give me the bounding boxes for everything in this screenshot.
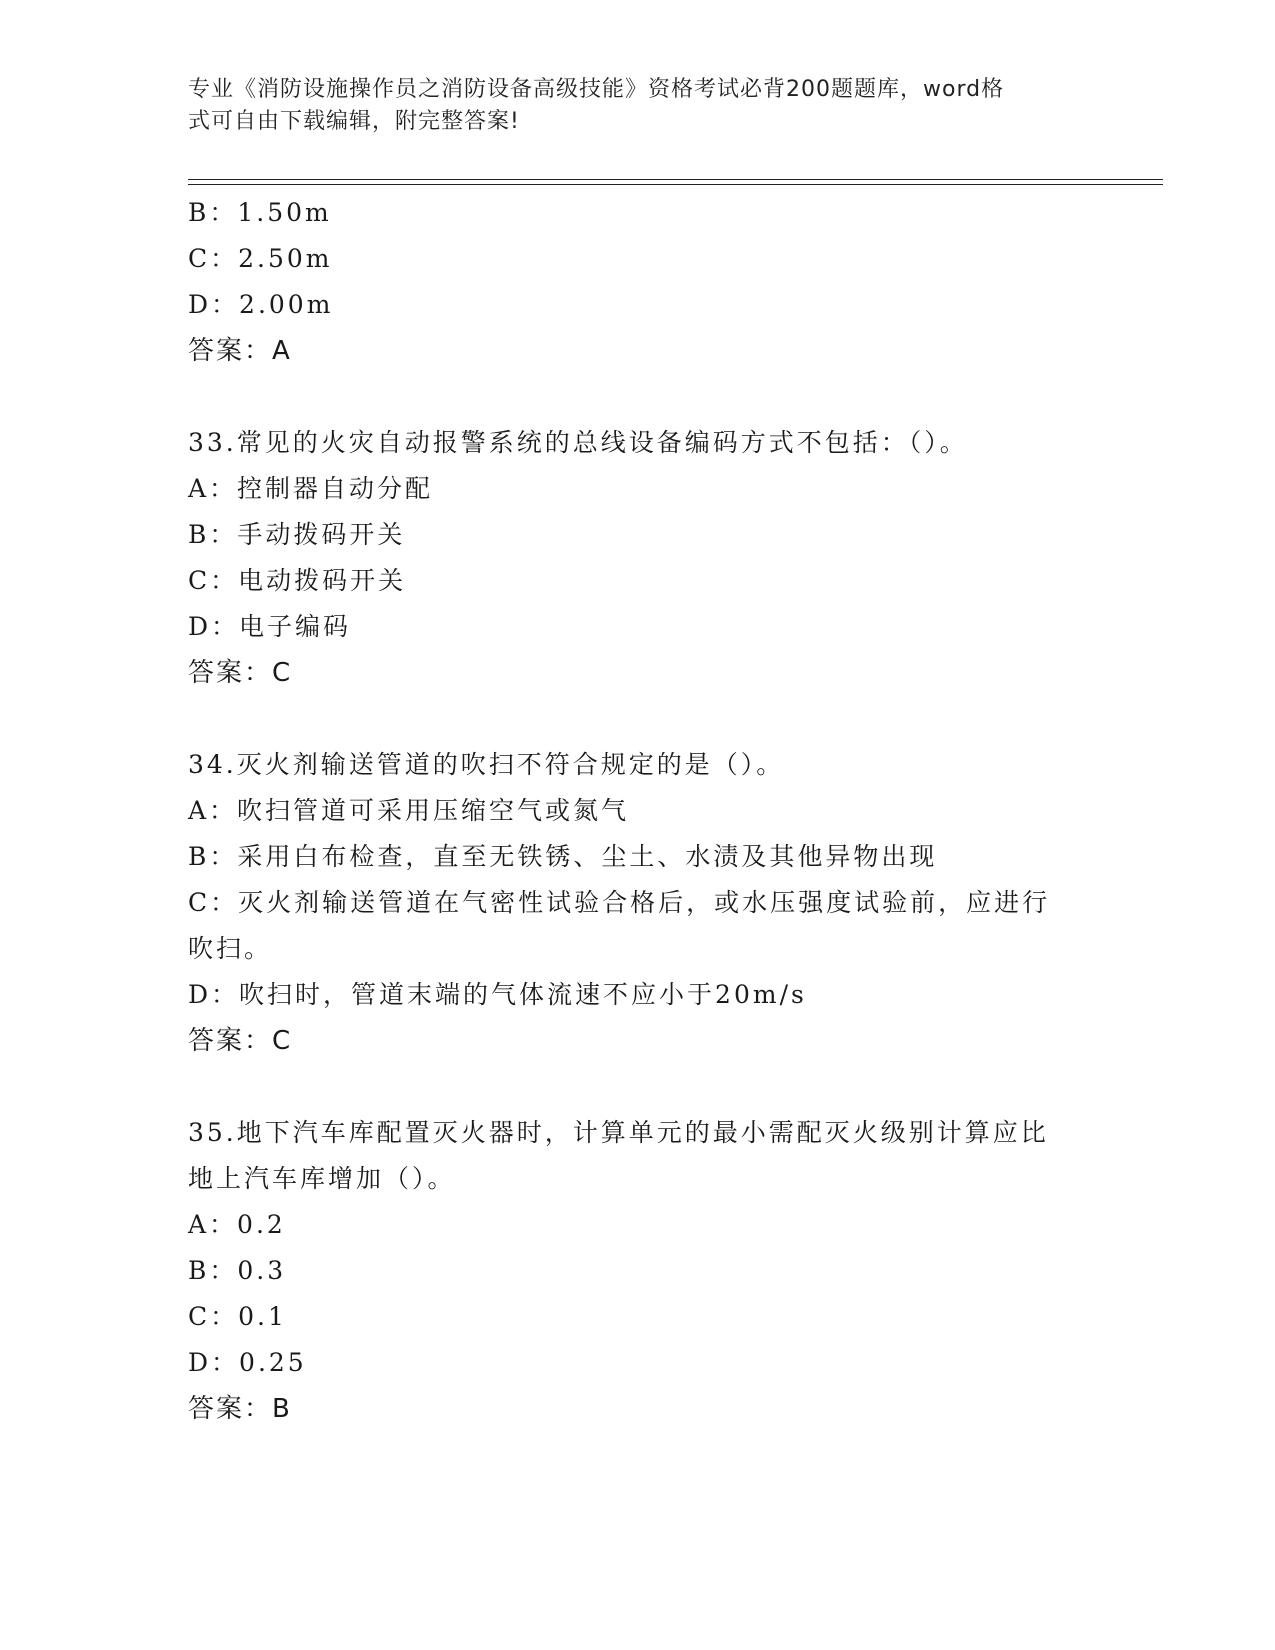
question-stem: 34.灭火剂输送管道的吹扫不符合规定的是（）。: [188, 750, 785, 779]
header-line-1: 专业《消防设施操作员之消防设备高级技能》资格考试必背200题题库，word格: [188, 77, 1005, 102]
option-d: D：吹扫时，管道末端的气体流速不应小于20m/s: [188, 980, 807, 1009]
spacer: [188, 374, 1088, 420]
question-33: [188, 420, 1088, 696]
answer-line: 答案：C: [188, 1026, 293, 1056]
question-stem: 33.常见的火灾自动报警系统的总线设备编码方式不包括：（）。: [188, 428, 968, 457]
option-a: A：控制器自动分配: [188, 474, 434, 503]
question-stem: 35.地下汽车库配置灭火器时，计算单元的最小需配灭火级别计算应比: [188, 1118, 1049, 1147]
option-b: B：1.50m: [188, 198, 332, 227]
answer-line: 答案：A: [188, 336, 292, 366]
spacer: [188, 1064, 1088, 1110]
option-c: C：灭火剂输送管道在气密性试验合格后，或水压强度试验前，应进行: [188, 888, 1051, 917]
header-line-2: 式可自由下载编辑，附完整答案!: [188, 109, 520, 134]
option-a: A：0.2: [188, 1210, 286, 1239]
header-divider-bottom: [188, 184, 1163, 185]
question-stem-continued: 地上汽车库增加（）。: [188, 1164, 456, 1193]
question-32-continued: [188, 190, 1088, 374]
option-b: B：采用白布检查，直至无铁锈、尘土、水渍及其他异物出现: [188, 842, 938, 871]
option-a: A：吹扫管道可采用压缩空气或氮气: [188, 796, 630, 825]
question-34: [188, 742, 1088, 1064]
option-c: C：电动拨码开关: [188, 566, 407, 595]
option-b: B：0.3: [188, 1256, 287, 1285]
header-divider-top: [188, 179, 1163, 180]
answer-line: 答案：C: [188, 658, 293, 688]
option-c-continued: 吹扫。: [188, 934, 273, 963]
option-b: B：手动拨码开关: [188, 520, 406, 549]
spacer: [188, 696, 1088, 742]
document-header: [188, 74, 1088, 138]
option-d: D：电子编码: [188, 612, 352, 641]
option-d: D：2.00m: [188, 290, 334, 319]
question-35: [188, 1110, 1088, 1432]
option-c: C：0.1: [188, 1302, 287, 1331]
option-d: D：0.25: [188, 1348, 307, 1377]
document-body: [188, 190, 1088, 1432]
answer-line: 答案：B: [188, 1394, 292, 1424]
option-c: C：2.50m: [188, 244, 333, 273]
